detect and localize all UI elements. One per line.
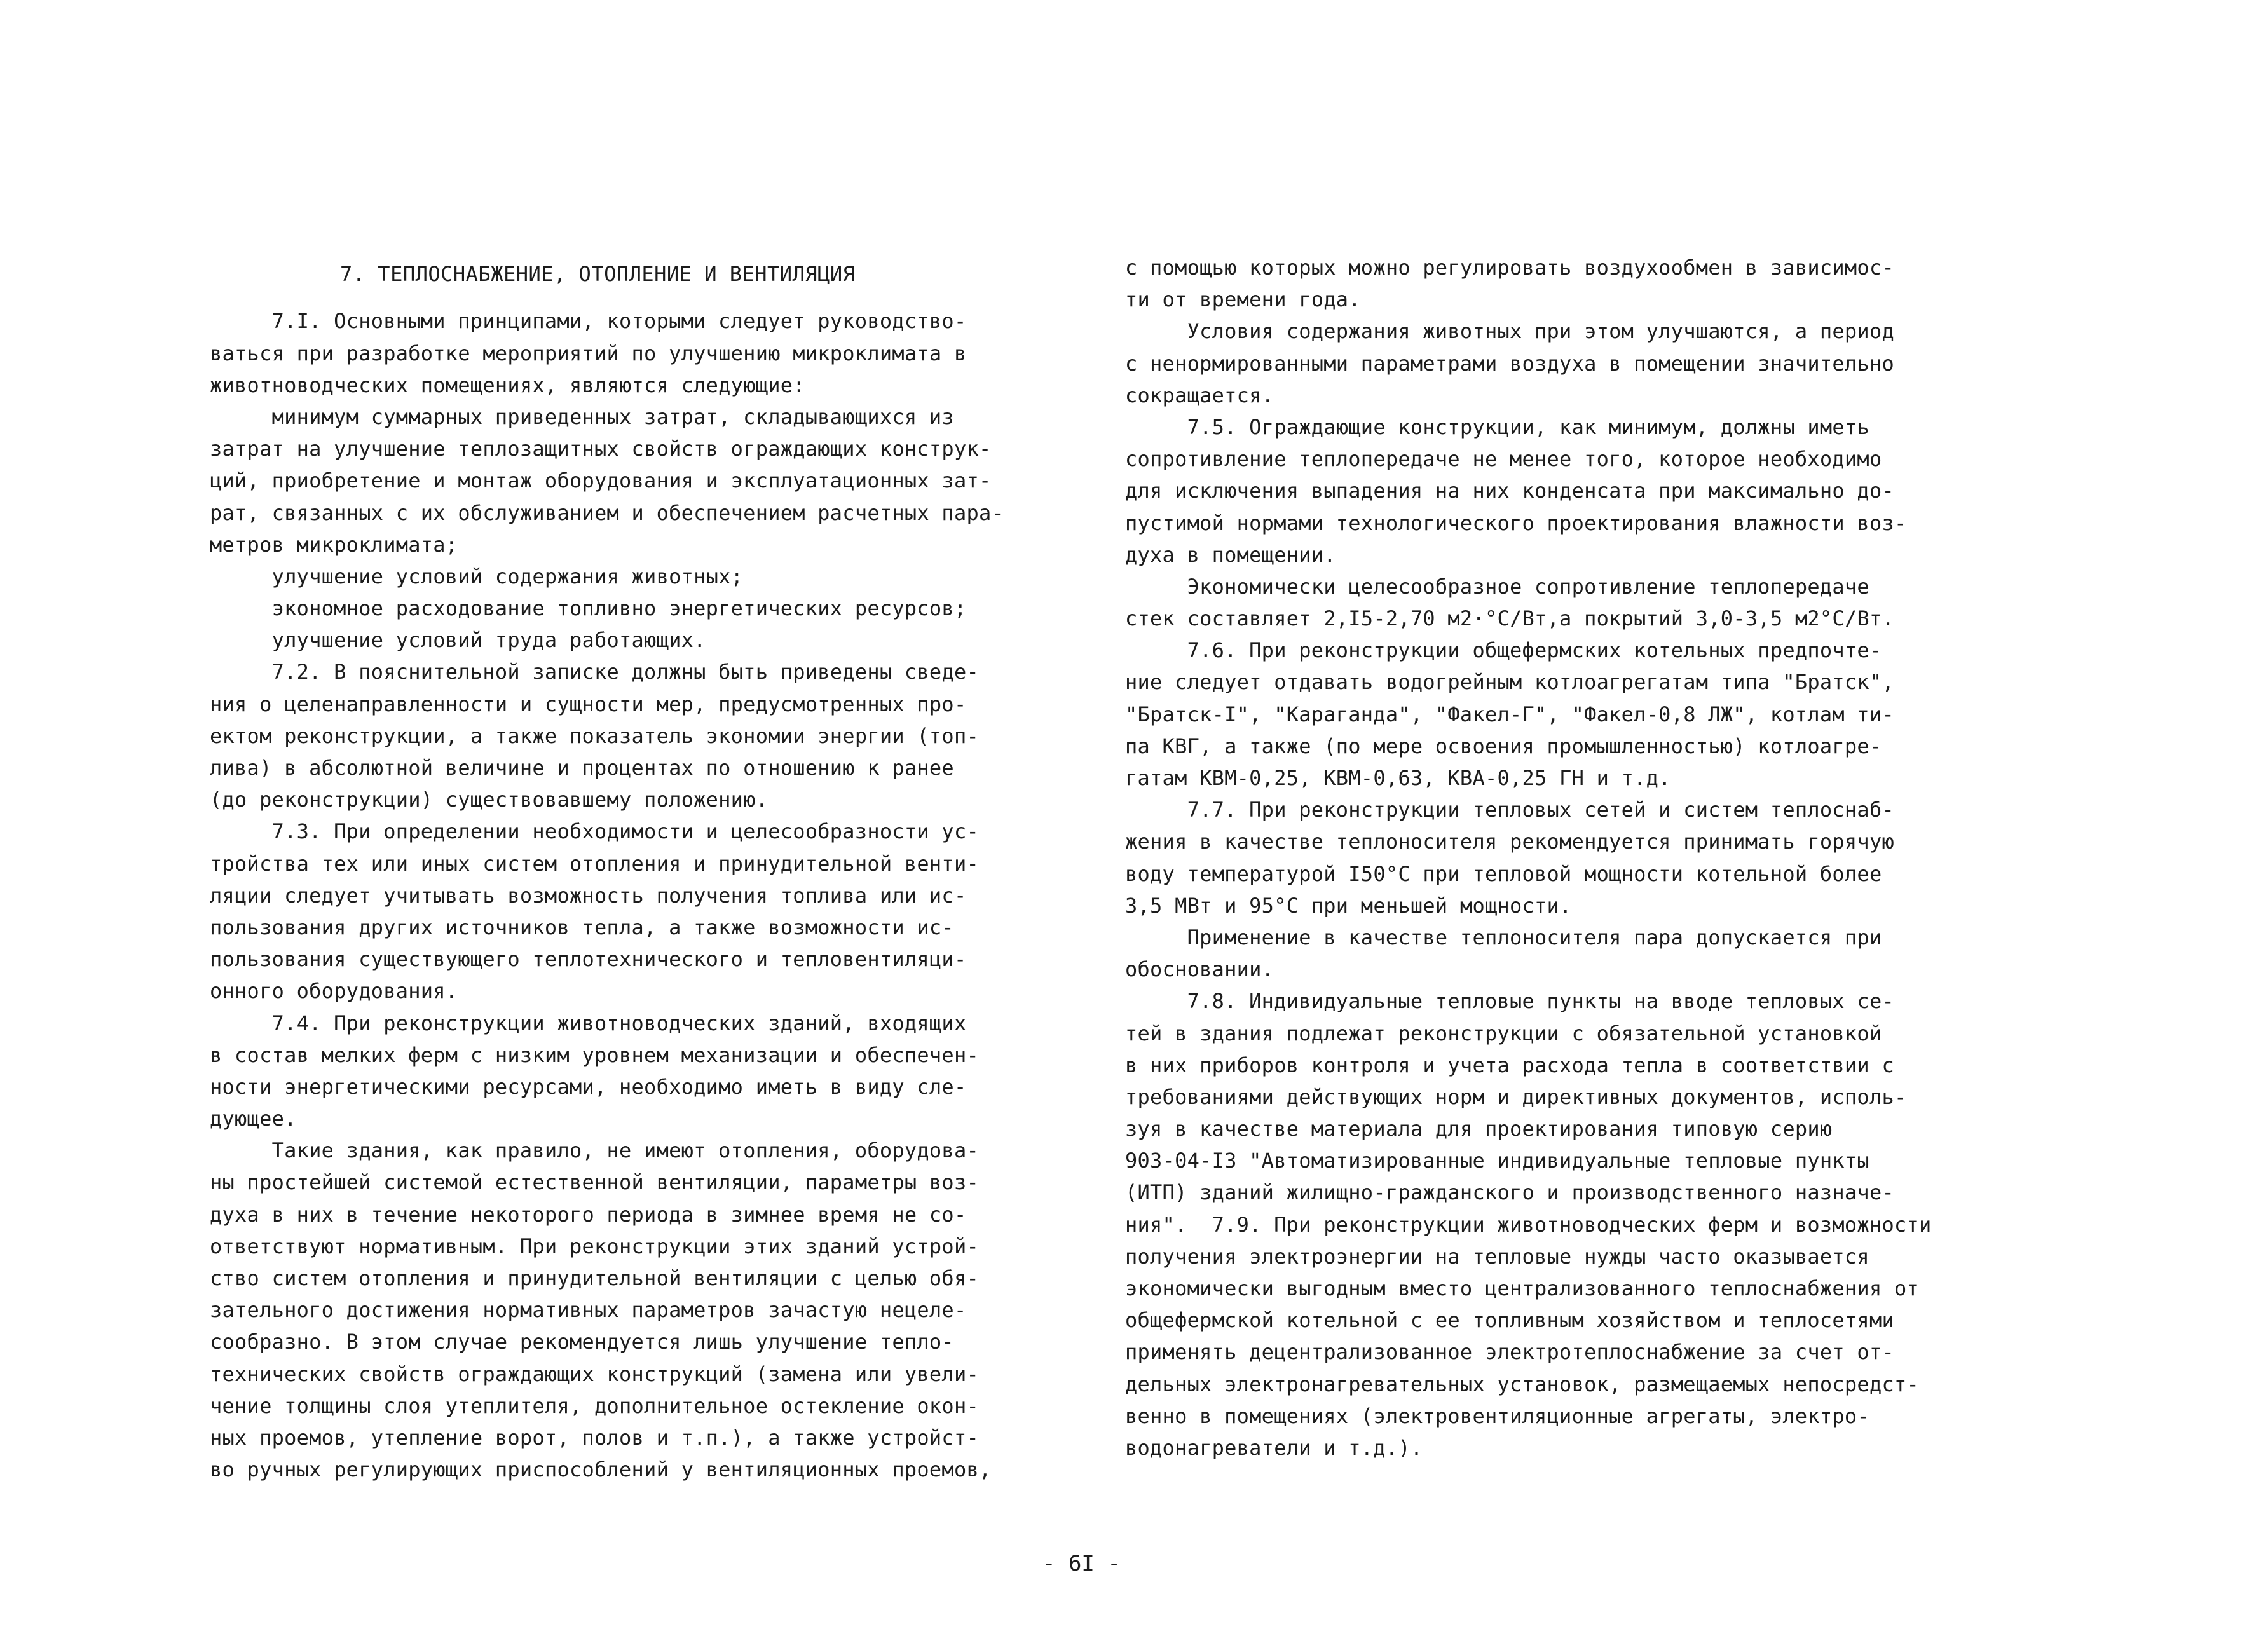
text-line: ектом реконструкции, а также показатель экономии энергии (топ- bbox=[210, 723, 979, 748]
text-line: технических свойств ограждающих конструкций (замена или увели- bbox=[210, 1361, 979, 1386]
text-line: лива) в абсолютной величине и процентах по отношению к ранее bbox=[210, 756, 954, 780]
text-line: применять децентрализованное электротеплоснабжение за счет от- bbox=[1125, 1340, 1894, 1365]
text-line: стек составляет 2,I5-2,70 м2·°С/Вт,а покрытий 3,0-3,5 м2°С/Вт. bbox=[1125, 606, 1894, 631]
text-line: во ручных регулирующих приспособлений у вентиляционных проемов, bbox=[210, 1457, 992, 1482]
text-line: 7.6. При реконструкции общефермских котельных предпочте- bbox=[1125, 638, 1882, 663]
text-line: экономически выгодным вместо централизованного теплоснабжения от bbox=[1125, 1276, 1919, 1300]
text-line: зуя в качестве материала для проектирования типовую серию bbox=[1125, 1117, 1833, 1142]
text-line bbox=[210, 242, 1074, 273]
text-line: ответствуют нормативным. При реконструкции этих зданий устрой- bbox=[210, 1234, 979, 1258]
text-line: ны простейшей системой естественной вентиляции, параметры воз- bbox=[210, 1170, 979, 1195]
text-line: метров микроклимата; bbox=[210, 532, 458, 557]
text-line: сообразно. В этом случае рекомендуется лишь улучшение тепло- bbox=[210, 1330, 954, 1354]
text-line: ных проемов, утепление ворот, полов и т.п.), а также устройст- bbox=[210, 1425, 979, 1450]
text-line: экономное расходование топливно энергетических ресурсов; bbox=[210, 596, 967, 621]
text-line: общефермской котельной с ее топливным хозяйством и теплосетями bbox=[1125, 1308, 1894, 1333]
text-line: 7.4. При реконструкции животноводческих зданий, входящих bbox=[210, 1011, 967, 1035]
text-line: для исключения выпадения на них конденсата при максимально до- bbox=[1125, 479, 1894, 503]
text-line: ния о целенаправленности и сущности мер, предусмотренных про- bbox=[210, 692, 967, 716]
text-line: Экономически целесообразное сопротивление теплопередаче bbox=[1125, 574, 1869, 599]
text-line: 7.2. В пояснительной записке должны быть приведены сведе- bbox=[210, 660, 979, 685]
text-line: ций, приобретение и монтаж оборудования и эксплуатационных зат- bbox=[210, 468, 992, 493]
text-line: с ненормированными параметрами воздуха в помещении значительно bbox=[1125, 351, 1894, 376]
text-line: тей в здания подлежат реконструкции с обязательной установкой bbox=[1125, 1021, 1882, 1046]
text-line: венно в помещениях (электровентиляционные агрегаты, электро- bbox=[1125, 1403, 1869, 1428]
text-line: Такие здания, как правило, не имеют отопления, оборудова- bbox=[210, 1138, 979, 1163]
text-line: в состав мелких ферм с низким уровнем механизации и обеспечен- bbox=[210, 1042, 979, 1067]
text-line: (ИТП) зданий жилищно-гражданского и производственного назначе- bbox=[1125, 1180, 1894, 1205]
text-line: ство систем отопления и принудительной вентиляции с целью обя- bbox=[210, 1266, 979, 1290]
text-line: дующее. bbox=[210, 1107, 297, 1131]
text-line: улучшение условий труда работающих. bbox=[210, 628, 706, 653]
text-line: жения в качестве теплоносителя рекомендуется принимать горячую bbox=[1125, 829, 1894, 854]
text-line: 7.5. Ограждающие конструкции, как минимум, должны иметь bbox=[1125, 414, 1869, 439]
text-line: Условия содержания животных при этом улучшаются, а период bbox=[1125, 319, 1894, 344]
text-line: (до реконструкции) существовавшему положению. bbox=[210, 787, 769, 812]
text-line: "Братск-I", "Караганда", "Факел-Г", "Факел-0,8 ЛЖ", котлам ти- bbox=[1125, 702, 1894, 726]
text-line: гатам КВМ-0,25, КВМ-0,63, КВА-0,25 ГН и т.д. bbox=[1125, 766, 1671, 790]
text-line: пользования других источников тепла, а также возможности ис- bbox=[210, 915, 954, 939]
text-line: воду температурой I50°С при тепловой мощности котельной более bbox=[1125, 861, 1882, 886]
text-line: в них приборов контроля и учета расхода тепла в соответствии с bbox=[1125, 1053, 1894, 1077]
text-line: ности энергетическими ресурсами, необходимо иметь в виду сле- bbox=[210, 1074, 967, 1099]
text-line: ние следует отдавать водогрейным котлоагрегатам типа "Братск", bbox=[1125, 670, 1894, 695]
text-line: духа в них в течение некоторого периода в зимнее время не со- bbox=[210, 1202, 967, 1227]
text-line: ти от времени года. bbox=[1125, 287, 1361, 312]
right-column bbox=[1125, 252, 1964, 1464]
text-line: получения электроэнергии на тепловые нужды часто оказывается bbox=[1125, 1244, 1869, 1269]
text-line: водонагреватели и т.д.). bbox=[1125, 1435, 1423, 1460]
left-column bbox=[210, 242, 1074, 1485]
text-line: 903-04-I3 "Автоматизированные индивидуальные тепловые пункты bbox=[1125, 1148, 1869, 1173]
text-line: ния". 7.9. При реконструкции животноводческих ферм и возможности bbox=[1125, 1212, 1932, 1237]
text-line: па КВГ, а также (по мере освоения промышленностью) котлоагре- bbox=[1125, 733, 1882, 758]
text-line: 7.I. Основными принципами, которыми следует руководство- bbox=[210, 309, 967, 334]
text-line: пользования существующего теплотехнического и тепловентиляци- bbox=[210, 947, 967, 972]
text-line: с помощью которых можно регулировать воздухообмен в зависимос- bbox=[1125, 256, 1894, 280]
text-line: духа в помещении. bbox=[1125, 542, 1336, 567]
text-line: тройства тех или иных систем отопления и принудительной венти- bbox=[210, 851, 979, 876]
page-number: - 6I - bbox=[1042, 1551, 1121, 1576]
text-line: онного оборудования. bbox=[210, 979, 458, 1004]
text-line: обосновании. bbox=[1125, 957, 1274, 982]
text-line: 7.7. При реконструкции тепловых сетей и систем теплоснаб- bbox=[1125, 798, 1894, 822]
text-line: ляции следует учитывать возможность получения топлива или ис- bbox=[210, 883, 967, 908]
text-line bbox=[210, 273, 1074, 305]
text-line: пустимой нормами технологического проектирования влажности воз- bbox=[1125, 510, 1907, 535]
text-line: зательного достижения нормативных параметров зачастую нецеле- bbox=[210, 1298, 967, 1323]
text-line: требованиями действующих норм и директивных документов, исполь- bbox=[1125, 1084, 1907, 1109]
text-line: минимум суммарных приведенных затрат, складывающихся из bbox=[210, 404, 954, 429]
text-line: дельных электронагревательных установок, размещаемых непосредст- bbox=[1125, 1372, 1919, 1396]
text-line: 3,5 МВт и 95°С при меньшей мощности. bbox=[1125, 893, 1572, 918]
text-line: 7.8. Индивидуальные тепловые пункты на вводе тепловых се- bbox=[1125, 989, 1894, 1014]
text-line: чение толщины слоя утеплителя, дополнительное остекление окон- bbox=[210, 1393, 979, 1418]
text-line: сокращается. bbox=[1125, 383, 1274, 407]
text-line: затрат на улучшение теплозащитных свойств ограждающих конструк- bbox=[210, 437, 992, 461]
text-line: ваться при разработке мероприятий по улучшению микроклимата в bbox=[210, 341, 967, 365]
text-line: Применение в качестве теплоносителя пара допускается при bbox=[1125, 925, 1882, 950]
text-line: животноводческих помещениях, являются следующие: bbox=[210, 372, 805, 397]
text-line: сопротивление теплопередаче не менее того, которое необходимо bbox=[1125, 447, 1882, 472]
text-line: 7.3. При определении необходимости и целесообразности ус- bbox=[210, 819, 979, 844]
text-line: улучшение условий содержания животных; bbox=[210, 564, 744, 589]
section-heading: 7. ТЕПЛОСНАБЖЕНИЕ, ОТОПЛЕНИЕ И ВЕНТИЛЯЦИЯ bbox=[340, 262, 856, 286]
text-line: рат, связанных с их обслуживанием и обеспечением расчетных пара- bbox=[210, 500, 1004, 525]
